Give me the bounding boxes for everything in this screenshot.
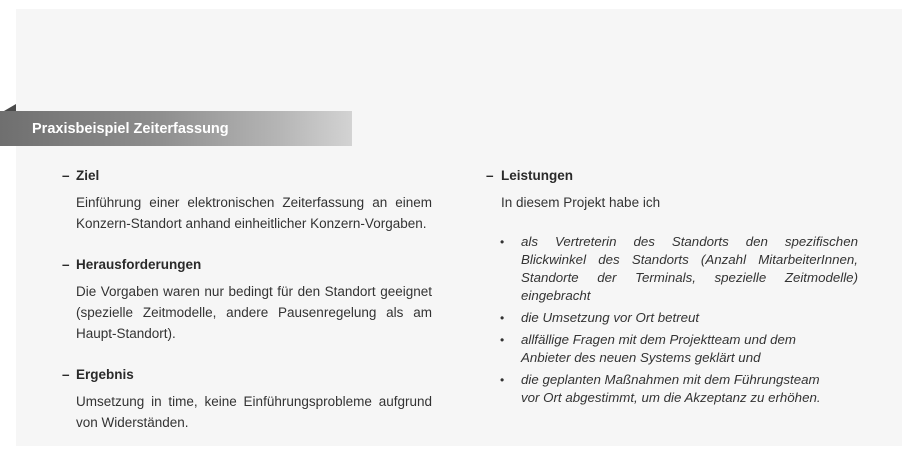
list-item-text: allfällige Fragen mit dem Projektteam und dem Anbieter des neuen Systems geklärt und [521,332,796,365]
page-title: Praxisbeispiel Zeiterfassung [32,121,229,137]
list-item-text: die geplanten Maßnahmen mit dem Führungsteam vor Ort abgestimmt, um die Akzeptanz zu erhöhen. [521,372,821,405]
text-leistungen-intro: In diesem Projekt habe ich [501,195,661,210]
dash-ergebnis: – [62,367,70,382]
heading-ergebnis: Ergebnis [76,367,134,382]
bullet-icon: • [500,333,505,347]
list-item-text: die Umsetzung vor Ort betreut [521,310,700,325]
bullet-icon: • [500,373,505,387]
dash-herausforderungen: – [62,257,70,272]
bullet-icon: • [500,311,505,325]
heading-ziel: Ziel [76,168,100,183]
text-ergebnis: Umsetzung in time, keine Einführungsprobleme aufgrund von Widerständen. [76,394,432,430]
text-ziel: Einführung einer elektronischen Zeiterfassung an einem Konzern-Standort anhand einheitlicher Konzern-Vorgaben. [76,195,432,231]
list-item [500,309,858,327]
list-item-text: als Vertreterin des Standorts den spezifischen Blickwinkel des Standorts (Anzahl MitarbeiterInnen, Standorte der Terminals, spezielle Zeitmodelle) eingebracht [521,234,858,303]
title-bar-notch [4,104,16,111]
leistungen-list [500,233,858,411]
heading-herausforderungen: Herausforderungen [76,257,202,272]
heading-leistungen: Leistungen [501,168,574,183]
dash-leistungen: – [486,168,494,183]
list-item [500,331,858,367]
dash-ziel: – [62,168,70,183]
list-item [500,371,858,407]
list-item [500,233,858,305]
bullet-icon: • [500,235,505,249]
text-herausforderungen: Die Vorgaben waren nur bedingt für den Standort geeignet (spezielle Zeitmodelle, andere Pausenregelung als am Haupt-Standort). [76,284,432,341]
